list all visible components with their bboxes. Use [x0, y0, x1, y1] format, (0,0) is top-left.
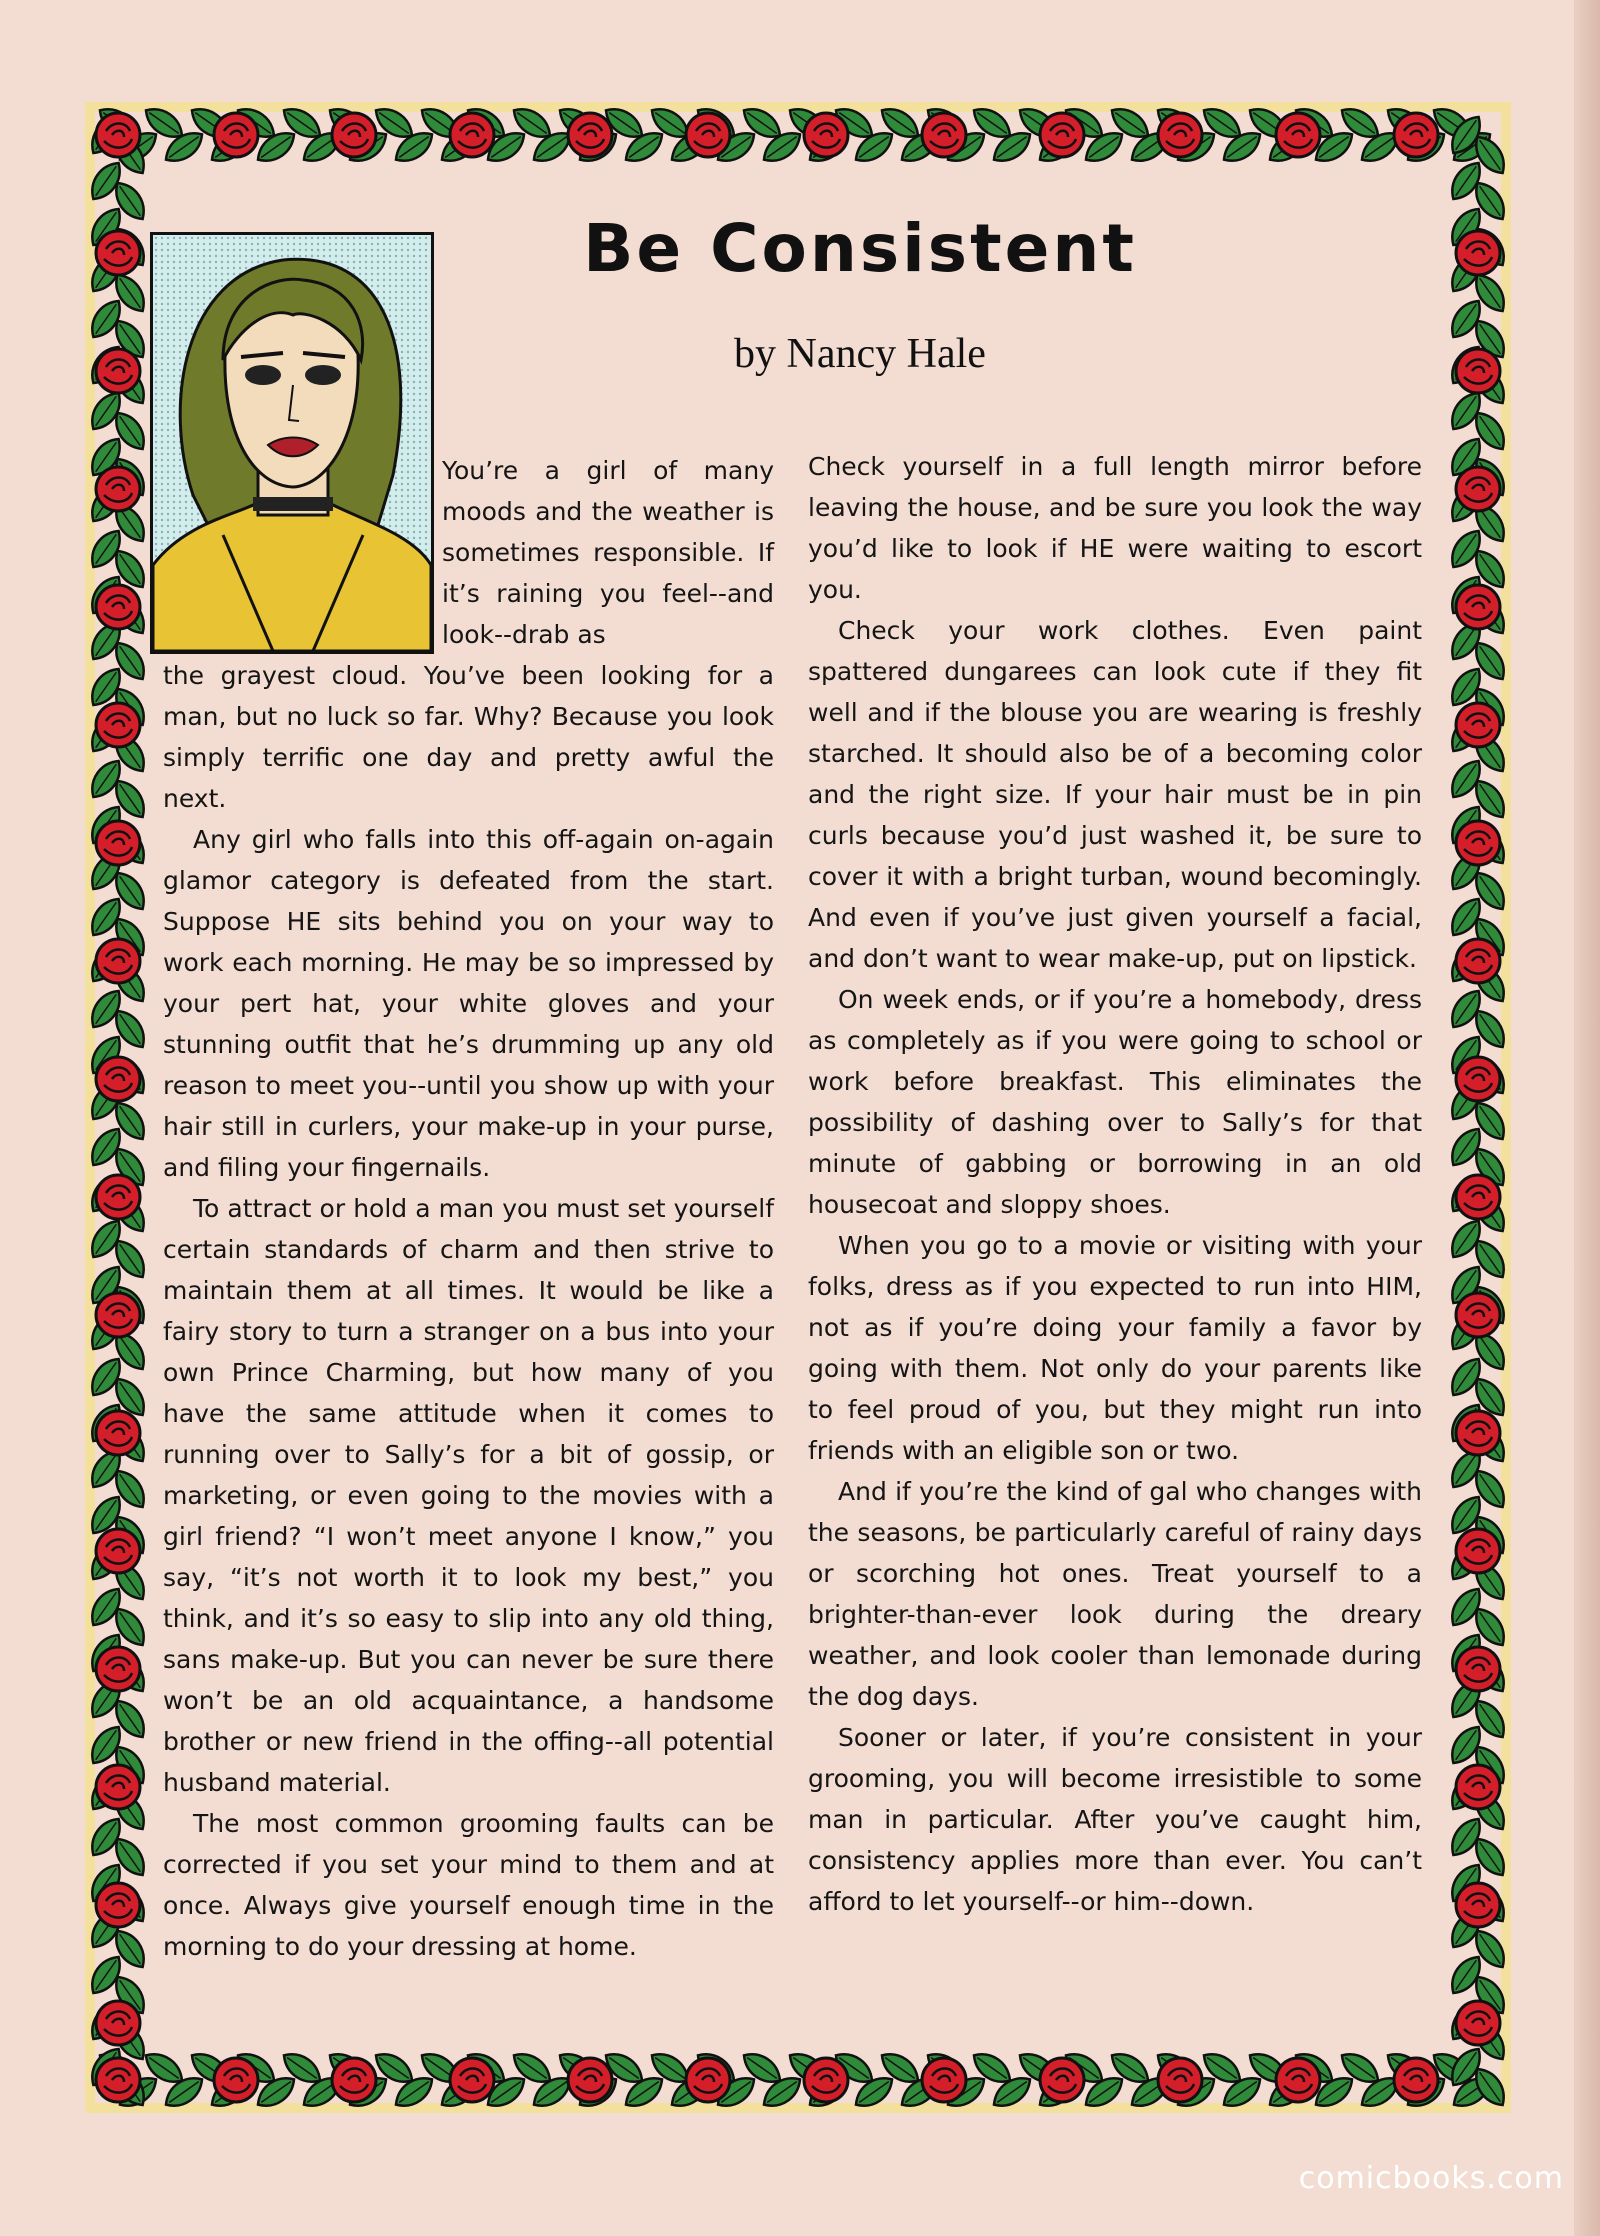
rose-icon [1040, 113, 1084, 157]
rose-icon [96, 1057, 140, 1101]
site-watermark: comicbooks.com [1298, 2161, 1564, 2196]
rose-icon [96, 703, 140, 747]
rose-icon [1276, 113, 1320, 157]
body-paragraph: When you go to a movie or visiting with your folks, dress as if you expected to run into HIM, not as if you’re doing your family a favor by going with them. Not only do your parents like to feel proud of you, but they might run into friends with an eligible son or two. [808, 1231, 1422, 1465]
rose-icon [804, 2058, 848, 2102]
rose-icon [1456, 1765, 1500, 1809]
intro-paragraph-rest: the grayest cloud. You’ve been looking for a man, but no luck so far. Why? Because you look simply terrific one day and pretty awful the next. [163, 661, 774, 813]
body-paragraph: Check your work clothes. Even paint spattered dungarees can look cute if they fit well and if the blouse you are wearing is freshly starched. It should also be of a becoming color and the right size. If your hair must be in pin curls because you’d just washed it, be sure to cover it with a bright turban, wound becomingly. And even if you’ve just given yourself a facial, and don’t want to wear make-up, put on lipstick. [808, 616, 1422, 973]
portrait-illustration [150, 232, 434, 654]
rose-icon [1456, 1411, 1500, 1455]
rose-icon [214, 113, 258, 157]
rose-icon [450, 113, 494, 157]
body-paragraph: And if you’re the kind of gal who changes with the seasons, be particularly careful of rainy days or scorching hot ones. Treat yourself to a brighter-than-ever look during the dreary weather, and look cooler than lemonade during the dog days. [808, 1477, 1422, 1711]
rose-icon [1394, 113, 1438, 157]
rose-icon [332, 113, 376, 157]
rose-icon [1456, 703, 1500, 747]
rose-icon [1456, 2001, 1500, 2045]
rose-icon [96, 1175, 140, 1219]
article-title: Be Consistent [583, 210, 1137, 287]
rose-icon [1456, 349, 1500, 393]
rose-icon [1456, 467, 1500, 511]
rose-icon [96, 1411, 140, 1455]
rose-icon [1456, 939, 1500, 983]
rose-icon [96, 2058, 140, 2102]
rose-icon [1456, 585, 1500, 629]
rose-icon [1040, 2058, 1084, 2102]
rose-icon [1158, 113, 1202, 157]
woman-portrait-image [153, 235, 431, 651]
rose-icon [1456, 821, 1500, 865]
rose-icon [96, 113, 140, 157]
rose-icon [1456, 1529, 1500, 1573]
rose-icon [686, 113, 730, 157]
rose-icon [96, 821, 140, 865]
rose-icon [96, 585, 140, 629]
rose-icon [96, 1293, 140, 1337]
rose-icon [1158, 2058, 1202, 2102]
rose-icon [804, 113, 848, 157]
right-column [808, 446, 1422, 1922]
rose-icon [96, 1765, 140, 1809]
rose-icon [1456, 231, 1500, 275]
intro-wrapped-text [442, 450, 774, 655]
rose-icon [686, 2058, 730, 2102]
rose-icon [1394, 2058, 1438, 2102]
article-byline: by Nancy Hale [734, 331, 986, 377]
rose-icon [568, 2058, 612, 2102]
body-paragraph: Any girl who falls into this off-again on-again glamor category is defeated from the start. Suppose HE sits behind you on your way to work each morning. He may be so impressed by your pert hat, your white gloves and your stunning outfit that he’s drumming up any old reason to meet you--until you show up with your hair still in curlers, your make-up in your purse, and filing your fingernails. [163, 825, 774, 1182]
rose-icon [1456, 1293, 1500, 1337]
rose-icon [332, 2058, 376, 2102]
left-column [163, 655, 774, 1967]
rose-icon [96, 939, 140, 983]
rose-icon [922, 2058, 966, 2102]
intro-paragraph-start: You’re a girl of many moods and the weather is sometimes responsible. If it’s raining you feel--and look--drab as [442, 456, 774, 649]
rose-icon [1276, 2058, 1320, 2102]
rose-icon [1456, 1175, 1500, 1219]
body-paragraph: To attract or hold a man you must set yourself certain standards of charm and then strive to maintain them at all times. It would be like a fairy story to turn a stranger on a bus into your own Prince Charming, but how many of you have the same attitude when it comes to running over to Sally’s for a bit of gossip, or marketing, or even going to the movies with a girl friend? “I won’t meet anyone I know,” you say, “it’s not worth it to look my best,” you think, and it’s so easy to slip into any old thing, sans make-up. But you can never be sure there won’t be an old acquaintance, a handsome brother or new friend in the offing--all potential husband material. [163, 1194, 774, 1797]
rose-icon [96, 349, 140, 393]
body-paragraph: Sooner or later, if you’re consistent in your grooming, you will become irresistible to some man in particular. After you’ve caught him, consistency applies more than ever. You can’t afford to let yourself--or him--down. [808, 1723, 1422, 1916]
rose-icon [96, 2001, 140, 2045]
rose-icon [1456, 1057, 1500, 1101]
rose-icon [96, 1883, 140, 1927]
rose-icon [1456, 1647, 1500, 1691]
page-edge [1574, 0, 1600, 2236]
rose-icon [214, 2058, 258, 2102]
body-paragraph: On week ends, or if you’re a homebody, dress as completely as if you were going to school or work before breakfast. This eliminates the possibility of dashing over to Sally’s for that minute of gabbing or borrowing in an old housecoat and sloppy shoes. [808, 985, 1422, 1219]
rose-icon [96, 1529, 140, 1573]
rose-icon [1456, 1883, 1500, 1927]
rose-icon [96, 231, 140, 275]
body-paragraph: The most common grooming faults can be corrected if you set your mind to them and at once. Always give yourself enough time in the morning to do your dressing at home. [163, 1809, 774, 1961]
body-paragraph: Check yourself in a full length mirror before leaving the house, and be sure you look the way you’d like to look if HE were waiting to escort you. [808, 452, 1422, 604]
rose-icon [568, 113, 612, 157]
rose-icon [96, 467, 140, 511]
rose-icon [922, 113, 966, 157]
rose-icon [450, 2058, 494, 2102]
rose-icon [96, 1647, 140, 1691]
